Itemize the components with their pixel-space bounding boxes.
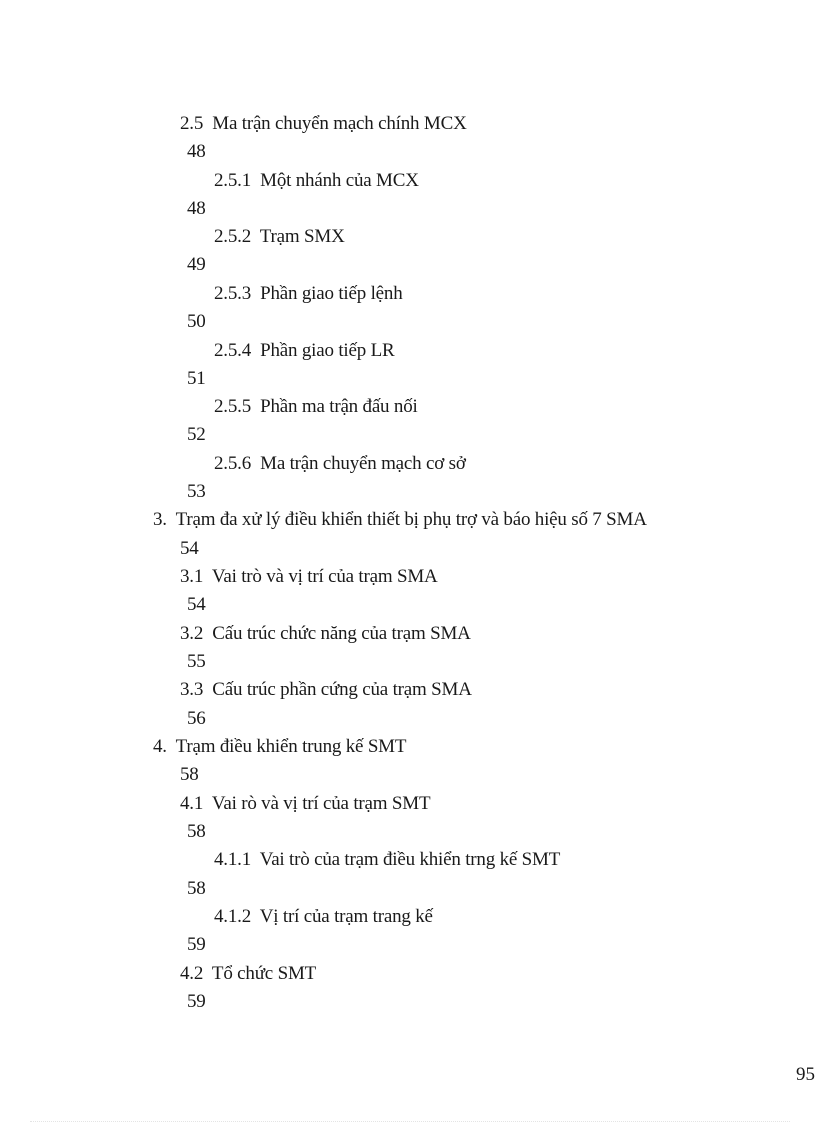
toc-entry-heading (214, 396, 418, 418)
toc-entry-heading (214, 906, 433, 928)
toc-entry-page: 59 (187, 934, 206, 955)
toc-entry-number: 4. (153, 736, 167, 757)
toc-entry-page: 54 (187, 594, 206, 615)
toc-entry-title: Một nhánh của MCX (260, 170, 419, 191)
toc-entry-page: 52 (187, 424, 206, 445)
toc-entry-page: 48 (187, 198, 206, 219)
toc-entry-page: 51 (187, 368, 206, 389)
toc-entry-title: Vị trí của trạm trang kế (259, 906, 433, 927)
toc-entry-number: 2.5.2 (214, 226, 252, 247)
toc-entry-page: 58 (187, 821, 206, 842)
toc-entry-title: Tổ chức SMT (211, 963, 317, 984)
toc-entry-heading (180, 793, 430, 815)
toc-entry-page: 54 (180, 538, 199, 559)
toc-entry-number: 2.5.5 (214, 396, 252, 417)
toc-entry-title: Phần giao tiếp lệnh (260, 283, 403, 304)
toc-entry-title: Vai rò và vị trí của trạm SMT (211, 793, 431, 814)
toc-entry-page: 58 (187, 878, 206, 899)
toc-entry-number: 4.1.1 (214, 849, 252, 870)
toc-entry-title: Vai trò của trạm điều khiển trng kế SMT (259, 849, 561, 870)
toc-entry-page: 58 (180, 764, 199, 785)
toc-entry-title: Phần ma trận đấu nối (260, 396, 418, 417)
toc-entry-heading (153, 509, 647, 531)
page-number: 95 (796, 1064, 815, 1085)
toc-entry-number: 4.2 (180, 963, 204, 984)
toc-entry-page: 53 (187, 481, 206, 502)
toc-entry-heading (180, 113, 467, 135)
toc-entry-number: 3.1 (180, 566, 204, 587)
toc-entry-number: 2.5.6 (214, 453, 252, 474)
toc-entry-heading (180, 623, 471, 645)
toc-entry-title: Phần giao tiếp LR (260, 340, 395, 361)
bottom-divider (30, 1121, 790, 1122)
toc-entry-page: 48 (187, 141, 206, 162)
toc-entry-title: Vai trò và vị trí của trạm SMA (211, 566, 438, 587)
toc-entry-title: Ma trận chuyển mạch cơ sở (260, 453, 466, 474)
toc-entry-number: 3. (153, 509, 167, 530)
toc-entry-title: Cấu trúc chức năng của trạm SMA (212, 623, 471, 644)
toc-entry-heading (214, 453, 466, 475)
toc-entry-number: 4.1 (180, 793, 204, 814)
toc-entry-number: 2.5.4 (214, 340, 252, 361)
toc-entry-heading (180, 566, 438, 588)
toc-entry-heading (214, 226, 345, 248)
toc-entry-number: 2.5.3 (214, 283, 252, 304)
toc-entry-title: Ma trận chuyển mạch chính MCX (212, 113, 467, 134)
toc-entry-number: 2.5 (180, 113, 204, 134)
toc-entry-page: 50 (187, 311, 206, 332)
toc-entry-page: 59 (187, 991, 206, 1012)
toc-entry-number: 3.2 (180, 623, 204, 644)
toc-entry-heading (214, 283, 403, 305)
toc-entry-heading (180, 679, 472, 701)
toc-entry-page: 56 (187, 708, 206, 729)
toc-entry-title: Trạm SMX (259, 226, 345, 247)
toc-entry-title: Trạm đa xử lý điều khiển thiết bị phụ trợ và báo hiệu số 7 SMA (175, 509, 647, 530)
toc-entry-heading (153, 736, 406, 758)
toc-entry-heading (214, 170, 419, 192)
toc-entry-title: Cấu trúc phần cứng của trạm SMA (212, 679, 472, 700)
toc-entry-number: 4.1.2 (214, 906, 252, 927)
toc-entry-title: Trạm điều khiển trung kế SMT (175, 736, 407, 757)
toc-entry-number: 3.3 (180, 679, 204, 700)
toc-entry-page: 55 (187, 651, 206, 672)
toc-entry-heading (214, 849, 560, 871)
toc-entry-heading (180, 963, 316, 985)
toc-entry-number: 2.5.1 (214, 170, 252, 191)
toc-entry-page: 49 (187, 254, 206, 275)
toc-entry-heading (214, 340, 394, 362)
